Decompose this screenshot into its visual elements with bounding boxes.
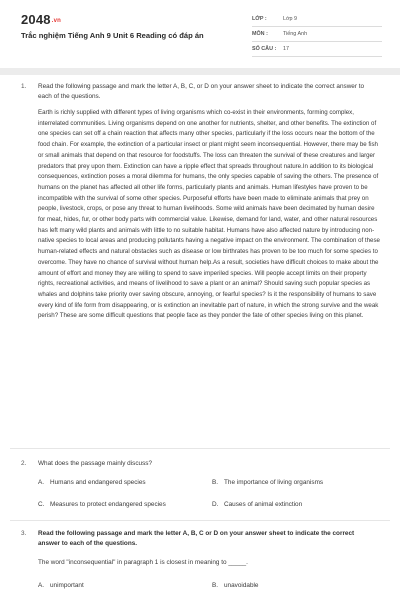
meta-value: 17 xyxy=(283,46,289,52)
answer-option-c[interactable] xyxy=(38,500,166,510)
meta-key: SỐ CÂU : xyxy=(252,46,277,52)
option-text: unavoidable xyxy=(224,582,259,589)
quiz-meta xyxy=(252,12,382,57)
option-text: unimportant xyxy=(50,582,84,589)
answer-option-a[interactable] xyxy=(38,581,84,591)
logo-suffix: .vn xyxy=(51,17,62,24)
site-logo[interactable] xyxy=(21,12,61,27)
page-header xyxy=(0,0,400,70)
question-instruction: Read the following passage and mark the letter A, B, C or D on your answer sheet to indicate the correct answer to each of the questions. xyxy=(38,530,355,547)
meta-row-class xyxy=(252,12,382,27)
meta-key: MÔN : xyxy=(252,31,268,37)
option-letter: A. xyxy=(38,582,45,589)
header-divider xyxy=(0,68,400,75)
page-title: Trắc nghiệm Tiếng Anh 9 Unit 6 Reading có đáp án xyxy=(21,31,204,40)
question-number: 3. xyxy=(21,530,27,537)
question-text: What does the passage mainly discuss? xyxy=(38,460,153,467)
meta-row-subject xyxy=(252,27,382,42)
question-number: 1. xyxy=(21,83,27,90)
answer-option-b[interactable] xyxy=(212,581,258,591)
answer-option-a[interactable] xyxy=(38,478,146,488)
question-separator xyxy=(10,520,390,521)
meta-row-count xyxy=(252,42,382,57)
option-text: Humans and endangered species xyxy=(50,479,146,486)
meta-value: Tiếng Anh xyxy=(283,31,308,37)
option-letter: B. xyxy=(212,582,219,589)
question-text: The word "inconsequential" in paragraph 1 is closest in meaning to _____. xyxy=(38,559,248,566)
option-letter: B. xyxy=(212,479,219,486)
logo-text: 2048 xyxy=(21,12,51,27)
option-letter: A. xyxy=(38,479,45,486)
question-separator xyxy=(10,448,390,449)
option-letter: D. xyxy=(212,501,219,508)
option-text: Causes of animal extinction xyxy=(224,501,303,508)
meta-value: Lớp 9 xyxy=(283,16,298,22)
option-letter: C. xyxy=(38,501,45,508)
reading-passage: Earth is richly supplied with different types of living organisms which co-exist in their environments, forming complex, interrelated communities. Living organisms depend on one another for nutrients, shelter, and other benefits. The extinction of one species can set off a chain reaction that affects many other species, particularly if the loss occurs near the bottom of the food chain. For example, the extinction of a particular insect or plant might seem inconsequential. However, there may be fish or small animals that depend on that resource for foodstuffs. The loss can threaten the survival of these creatures and larger predators that prey upon them. Extinction can have a ripple effect that spreads throughout nature.In addition to its biological consequences, extinction poses a moral dilemma for humans, the only species capable of saving the others. The presence of humans on the planet has affected all other life forms, particularly plants and animals. Human lifestyles have proven to be incompatible with the survival of some other species. Purposeful efforts have been made to eliminate animals that prey on people, livestock, crops, or pose any threat to human livelihoods. Some wild animals have been decimated by human desire for meat, hides, fur, or other body parts with commercial value. Likewise, demand for land, water, and other natural resources has left many wild plants and animals with little to no suitable habitat. Humans have also affected nature by introducing non-native species to local areas and producing pollutants having a negative impact on the environment. The combination of these human-related effects and natural obstacles such as disease or low birthrates has proven to be too much for some species to overcome. They have no chance of survival without human help.As a result, societies have difficult choices to make about the amount of effort and money they are willing to spend to save imperiled species. Will people accept limits on their property rights, recreational activities, and means of livelihood to save a plant or an animal? Should saving such popular species as whales and dolphins take priority over saving obscure, annoying, or fearful species? Is it the responsibility of humans to save every kind of life form from disappearing, or is extinction an inevitable part of nature, in which the strong survive and the weak perish? These are some difficult questions that people face as they ponder the fate of other species living on this planet. xyxy=(38,109,380,320)
option-text: The importance of living organisms xyxy=(224,479,324,486)
answer-option-b[interactable] xyxy=(212,478,323,488)
option-text: Measures to protect endangered species xyxy=(50,501,166,508)
question-number: 2. xyxy=(21,460,27,467)
meta-key: LỚP : xyxy=(252,16,267,22)
question-instruction: Read the following passage and mark the letter A, B, C, or D on your answer sheet to indicate the correct answer to each of the questions. xyxy=(38,83,365,100)
answer-option-d[interactable] xyxy=(212,500,302,510)
